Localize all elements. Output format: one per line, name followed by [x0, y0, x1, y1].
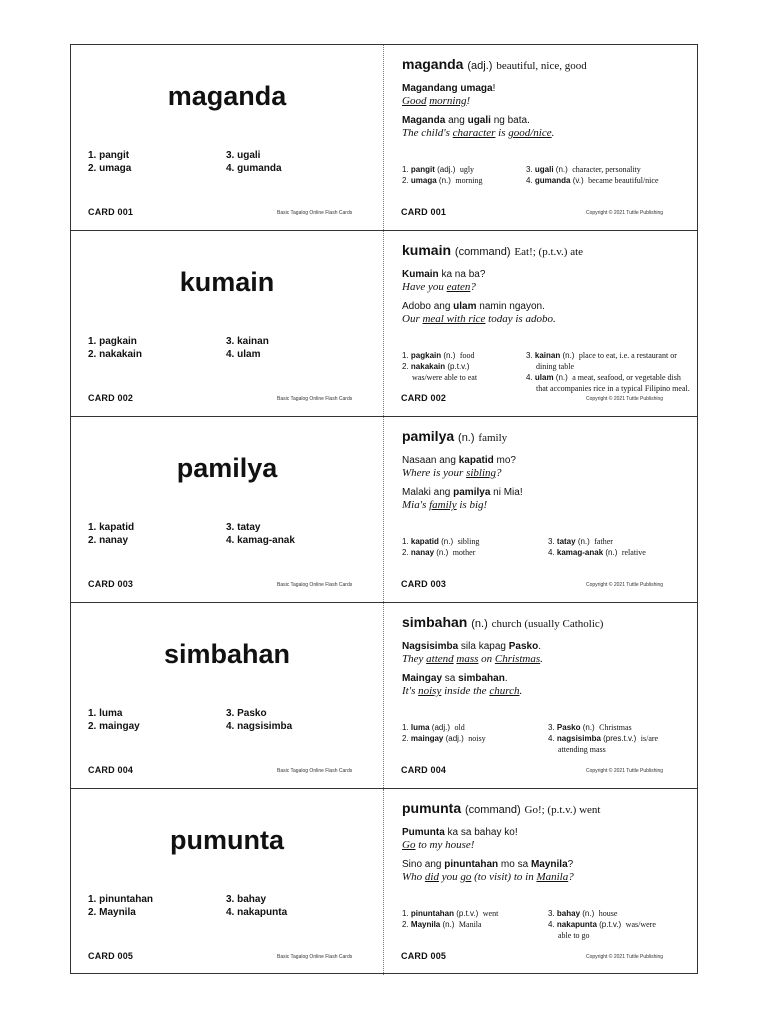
- back-footer: Copyright © 2021 Tuttle Publishing: [586, 210, 664, 216]
- card-back: [384, 45, 697, 230]
- card-row: [71, 603, 697, 789]
- headword: simbahan: [402, 614, 468, 630]
- definitions-left: 1. pagkain (n.) food 2. nakakain (p.t.v.) was/were able to eat: [402, 351, 478, 382]
- entry-headword: [402, 55, 692, 75]
- front-list-item: 2. umaga: [88, 163, 132, 174]
- card-number-back: CARD 003: [401, 579, 447, 589]
- headword-pos: (command): [465, 804, 521, 816]
- headword: pamilya: [402, 428, 455, 444]
- back-footer: Copyright © 2021 Tuttle Publishing: [586, 954, 664, 960]
- definitions-right: 3. bahay (n.) house 4. nakapunta (p.t.v.) was/were able to go: [548, 909, 656, 940]
- front-list-item: 2. maingay: [88, 721, 140, 732]
- front-list-item: 3. Pasko: [226, 708, 267, 719]
- front-footer: Basic Tagalog Online Flash Cards: [277, 954, 353, 960]
- front-footer: Basic Tagalog Online Flash Cards: [277, 396, 353, 402]
- card-number-back: CARD 005: [401, 951, 447, 961]
- back-content: [402, 55, 692, 139]
- entry-headword: [402, 241, 692, 261]
- example-2-english: The child's character is good/nice.: [402, 127, 555, 139]
- headword-pos: (n.): [458, 432, 475, 444]
- example-2-english: It's noisy inside the church.: [402, 685, 523, 697]
- example-2: [402, 859, 692, 883]
- card-back: [384, 603, 697, 788]
- back-content: [402, 241, 692, 325]
- example-2-english: Mia's family is big!: [402, 499, 488, 511]
- card-row: [71, 417, 697, 603]
- example-2: [402, 301, 692, 325]
- definitions-right: 3. kainan (n.) place to eat, i.e. a restaurant or dining table 4. ulam (n.) a meat, seafood, or vegetable dish that accompanies rice in a typical Filipino meal.: [526, 351, 690, 393]
- front-list-item: 2. nakakain: [88, 349, 142, 360]
- front-list-col-2: [226, 893, 287, 919]
- front-list-col-1: [88, 335, 142, 361]
- example-1-tagalog: Nagsisimba sila kapag Pasko.: [402, 641, 541, 652]
- front-list-item: 2. nanay: [88, 535, 129, 546]
- example-2: [402, 115, 692, 139]
- definitions-left: 1. luma (adj.) old 2. maingay (adj.) noisy: [402, 723, 486, 743]
- front-list-col-2: [226, 521, 295, 547]
- example-2-tagalog: Maingay sa simbahan.: [402, 673, 508, 684]
- example-1: [402, 827, 692, 851]
- front-footer: Basic Tagalog Online Flash Cards: [277, 210, 353, 216]
- definitions-left: 1. pangit (adj.) ugly 2. umaga (n.) morning: [402, 165, 483, 185]
- front-list-item: 2. Maynila: [88, 907, 136, 918]
- example-2-tagalog: Adobo ang ulam namin ngayon.: [402, 301, 545, 312]
- headword-meaning: Eat!; (p.t.v.) ate: [514, 246, 584, 258]
- front-list-col-1: [88, 707, 140, 733]
- card-number: CARD 001: [88, 207, 134, 217]
- front-word: maganda: [167, 81, 287, 111]
- headword-meaning: church (usually Catholic): [491, 618, 604, 630]
- card-number-back: CARD 004: [401, 765, 447, 775]
- entry-headword: [402, 427, 692, 447]
- front-footer: Basic Tagalog Online Flash Cards: [277, 768, 353, 774]
- definitions-right: 3. Pasko (n.) Christmas 4. nagsisimba (pres.t.v.) is/are attending mass: [548, 723, 659, 754]
- card-number: CARD 003: [88, 579, 134, 589]
- front-list-col-1: [88, 521, 134, 547]
- front-list-item: 3. kainan: [226, 336, 269, 347]
- card-row: [71, 45, 697, 231]
- example-1-english: Have you eaten?: [402, 281, 476, 293]
- front-footer: Basic Tagalog Online Flash Cards: [277, 582, 353, 588]
- card-number-back: CARD 002: [401, 393, 447, 403]
- card-back: [384, 789, 697, 975]
- headword: kumain: [402, 242, 452, 258]
- entry-headword: [402, 613, 692, 633]
- front-list-item: 3. bahay: [226, 894, 267, 905]
- back-content: [402, 613, 692, 697]
- front-list-item: 4. nagsisimba: [226, 721, 293, 732]
- back-content: [402, 799, 692, 883]
- example-1-english: Where is your sibling?: [402, 467, 502, 479]
- example-2-tagalog: Maganda ang ugali ng bata.: [402, 115, 530, 126]
- example-2-tagalog: Malaki ang pamilya ni Mia!: [402, 487, 523, 498]
- example-2-tagalog: Sino ang pinuntahan mo sa Maynila?: [402, 859, 574, 870]
- front-list-item: 3. ugali: [226, 150, 261, 161]
- definitions-right: 3. tatay (n.) father 4. kamag-anak (n.) relative: [548, 537, 646, 557]
- example-1: [402, 455, 692, 479]
- back-footer: Copyright © 2021 Tuttle Publishing: [586, 396, 664, 402]
- definitions-right: 3. ugali (n.) character, personality 4. gumanda (v.) became beautiful/nice: [526, 165, 659, 185]
- front-word: pamilya: [176, 453, 278, 483]
- front-list-item: 3. tatay: [226, 522, 261, 533]
- headword-meaning: beautiful, nice, good: [496, 60, 587, 72]
- example-1-tagalog: Pumunta ka sa bahay ko!: [402, 827, 518, 838]
- example-1: [402, 641, 692, 665]
- example-1-english: Good morning!: [402, 95, 471, 107]
- headword-pos: (command): [454, 246, 511, 258]
- entry-headword: [402, 799, 692, 819]
- front-list-item: 1. pagkain: [88, 336, 137, 347]
- card-number: CARD 005: [88, 951, 134, 961]
- front-list-item: 1. pinuntahan: [88, 894, 153, 905]
- card-row: [71, 789, 697, 975]
- example-1-tagalog: Magandang umaga!: [402, 83, 496, 94]
- example-2: [402, 673, 692, 697]
- back-footer: Copyright © 2021 Tuttle Publishing: [586, 768, 664, 774]
- front-list-item: 4. kamag-anak: [226, 535, 295, 546]
- front-list-col-1: [88, 149, 131, 175]
- front-list-col-2: [226, 335, 269, 361]
- card-back: [384, 417, 697, 602]
- card-front: [71, 45, 383, 230]
- front-list-item: 1. luma: [88, 708, 123, 719]
- example-1-tagalog: Kumain ka na ba?: [402, 269, 486, 280]
- front-list-item: 4. nakapunta: [226, 907, 288, 918]
- headword: pumunta: [402, 800, 462, 816]
- front-list-item: 4. gumanda: [226, 163, 282, 174]
- example-1-english: They attend mass on Christmas.: [402, 653, 543, 665]
- example-2: [402, 487, 692, 511]
- back-content: [402, 427, 692, 511]
- back-footer: Copyright © 2021 Tuttle Publishing: [586, 582, 664, 588]
- example-2-english: Who did you go (to visit) to in Manila?: [402, 871, 574, 883]
- front-list-item: 4. ulam: [226, 349, 261, 360]
- headword-pos: (n.): [471, 618, 488, 630]
- example-1-tagalog: Nasaan ang kapatid mo?: [402, 455, 516, 466]
- card-front: [71, 417, 383, 602]
- front-word: kumain: [179, 267, 275, 297]
- front-list-col-2: [226, 707, 292, 733]
- definitions-left: 1. kapatid (n.) sibling 2. nanay (n.) mother: [402, 537, 480, 557]
- front-list-item: 1. kapatid: [88, 522, 135, 533]
- card-number: CARD 002: [88, 393, 134, 403]
- front-list-col-2: [226, 149, 282, 175]
- front-list-item: 1. pangit: [88, 150, 130, 161]
- card-front: [71, 603, 383, 788]
- card-number: CARD 004: [88, 765, 134, 775]
- card-front: [71, 789, 383, 975]
- example-1: [402, 269, 692, 293]
- flashcard-sheet: [70, 44, 698, 974]
- headword-meaning: Go!; (p.t.v.) went: [524, 804, 601, 816]
- example-1-english: Go to my house!: [402, 839, 475, 851]
- headword-pos: (adj.): [467, 60, 493, 72]
- front-word: pumunta: [170, 825, 284, 855]
- headword: maganda: [402, 56, 464, 72]
- card-front: [71, 231, 383, 416]
- card-back: [384, 231, 697, 416]
- definitions-left: 1. pinuntahan (p.t.v.) went 2. Maynila (n.) Manila: [402, 909, 499, 929]
- headword-meaning: family: [478, 432, 508, 444]
- card-number-back: CARD 001: [401, 207, 447, 217]
- example-2-english: Our meal with rice today is adobo.: [402, 313, 556, 325]
- card-row: [71, 231, 697, 417]
- front-list-col-1: [88, 893, 153, 919]
- front-word: simbahan: [163, 639, 291, 669]
- example-1: [402, 83, 692, 107]
